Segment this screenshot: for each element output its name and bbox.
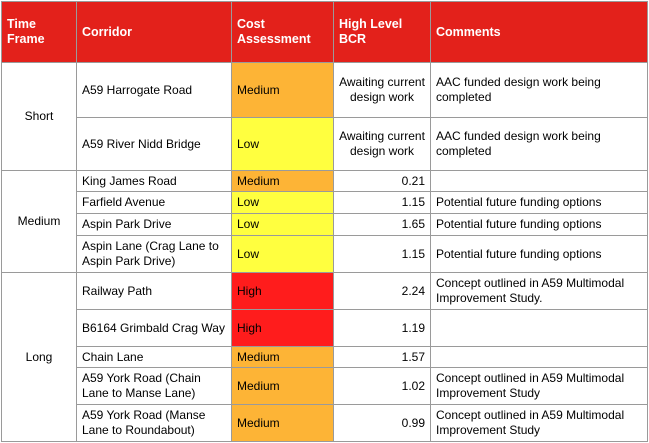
time-frame-cell: Medium: [2, 171, 77, 273]
header-comments: Comments: [431, 2, 648, 63]
cost-cell: Low: [232, 192, 334, 214]
corridor-cell: A59 Harrogate Road: [77, 63, 232, 118]
cost-cell: Low: [232, 236, 334, 273]
bcr-cell: 1.65: [334, 214, 431, 236]
comments-cell: AAC funded design work being completed: [431, 63, 648, 118]
corridor-cell: Railway Path: [77, 273, 232, 310]
table-row: [2, 310, 648, 347]
comments-cell: [431, 310, 648, 347]
table-row: [2, 118, 648, 171]
table-row: [2, 347, 648, 368]
table-row: [2, 236, 648, 273]
corridor-cell: A59 River Nidd Bridge: [77, 118, 232, 171]
header-cost-assessment: Cost Assessment: [232, 2, 334, 63]
bcr-cell: 1.57: [334, 347, 431, 368]
comments-cell: Concept outlined in A59 Multimodal Improvement Study: [431, 368, 648, 405]
comments-cell: Concept outlined in A59 Multimodal Improvement Study.: [431, 273, 648, 310]
cost-cell: Medium: [232, 63, 334, 118]
header-time-frame: Time Frame: [2, 2, 77, 63]
cost-cell: Medium: [232, 347, 334, 368]
bcr-cell: 1.15: [334, 192, 431, 214]
comments-cell: Potential future funding options: [431, 236, 648, 273]
cost-cell: Low: [232, 118, 334, 171]
comments-cell: AAC funded design work being completed: [431, 118, 648, 171]
corridor-cell: B6164 Grimbald Crag Way: [77, 310, 232, 347]
corridor-cell: Aspin Lane (Crag Lane to Aspin Park Drive): [77, 236, 232, 273]
corridor-cell: King James Road: [77, 171, 232, 192]
cost-cell: Medium: [232, 368, 334, 405]
table-row: [2, 214, 648, 236]
table-row: [2, 171, 648, 192]
comments-cell: Potential future funding options: [431, 192, 648, 214]
cost-cell: High: [232, 273, 334, 310]
bcr-cell: 0.21: [334, 171, 431, 192]
bcr-cell: Awaiting current design work: [334, 63, 431, 118]
corridor-cell: Aspin Park Drive: [77, 214, 232, 236]
bcr-cell: 1.02: [334, 368, 431, 405]
corridor-cell: Farfield Avenue: [77, 192, 232, 214]
cost-cell: High: [232, 310, 334, 347]
time-frame-cell: Long: [2, 273, 77, 442]
cost-cell: Medium: [232, 405, 334, 442]
comments-cell: [431, 171, 648, 192]
cost-cell: Medium: [232, 171, 334, 192]
table-row: [2, 63, 648, 118]
bcr-cell: 1.15: [334, 236, 431, 273]
bcr-cell: 1.19: [334, 310, 431, 347]
header-row: [2, 2, 648, 63]
header-corridor: Corridor: [77, 2, 232, 63]
corridor-assessment-table: [1, 1, 648, 442]
table-row: [2, 405, 648, 442]
corridor-cell: A59 York Road (Chain Lane to Manse Lane): [77, 368, 232, 405]
header-high-level-bcr: High Level BCR: [334, 2, 431, 63]
corridor-cell: Chain Lane: [77, 347, 232, 368]
time-frame-cell: Short: [2, 63, 77, 171]
bcr-cell: 2.24: [334, 273, 431, 310]
bcr-cell: 0.99: [334, 405, 431, 442]
comments-cell: Potential future funding options: [431, 214, 648, 236]
table-row: [2, 368, 648, 405]
corridor-cell: A59 York Road (Manse Lane to Roundabout): [77, 405, 232, 442]
cost-cell: Low: [232, 214, 334, 236]
comments-cell: Concept outlined in A59 Multimodal Improvement Study: [431, 405, 648, 442]
table-row: [2, 273, 648, 310]
table-row: [2, 192, 648, 214]
bcr-cell: Awaiting current design work: [334, 118, 431, 171]
comments-cell: [431, 347, 648, 368]
